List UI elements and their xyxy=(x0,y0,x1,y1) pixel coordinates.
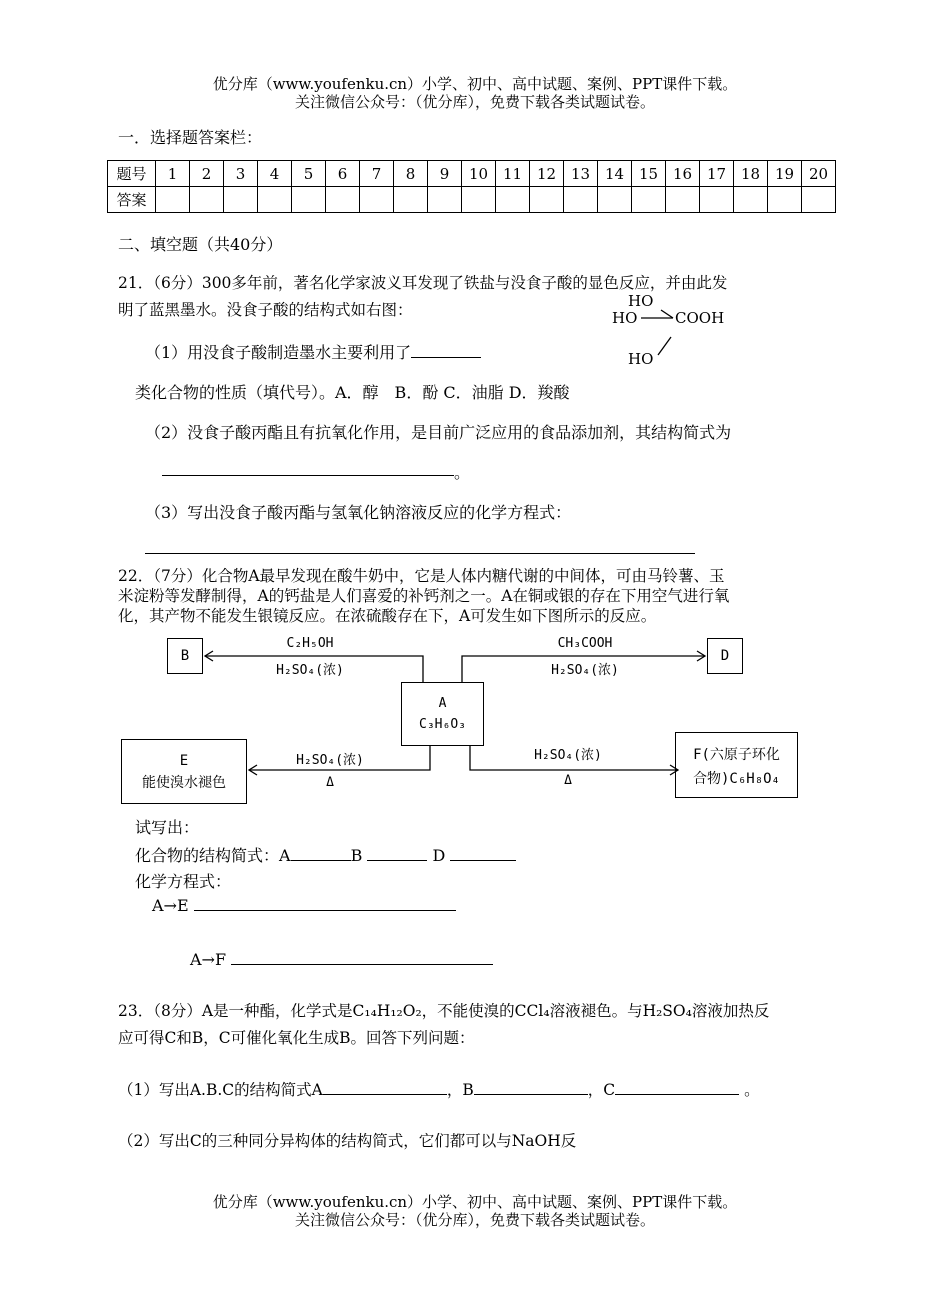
q22-struct-d: D xyxy=(432,846,446,865)
question-number: 6 xyxy=(326,161,360,187)
header-line-2: 关注微信公众号：（优分库），免费下载各类试题试卷。 xyxy=(294,93,655,111)
q22-struct-b: B xyxy=(350,846,363,865)
struct-bond xyxy=(658,337,671,355)
question-number: 12 xyxy=(530,161,564,187)
section1-title: 一．选择题答案栏： xyxy=(118,128,263,147)
question-number: 18 xyxy=(734,161,768,187)
q22-struct-prefix: 化合物的结构简式：A xyxy=(135,846,291,865)
header-line-1: 优分库（www.youfenku.cn）小学、初中、高中试题、案例、PPT课件下载。 xyxy=(212,75,738,93)
question-number: 9 xyxy=(428,161,462,187)
footer-line-2: 关注微信公众号：（优分库），免费下载各类试题试卷。 xyxy=(294,1211,655,1229)
question-number: 13 xyxy=(564,161,598,187)
reagent-d-top: CH₃COOH xyxy=(557,636,613,651)
question-number: 3 xyxy=(224,161,258,187)
reagent-e-top: H₂SO₄(浓) xyxy=(296,753,364,768)
question-number: 14 xyxy=(598,161,632,187)
box-a-formula: C₃H₆O₃ xyxy=(419,717,466,732)
q22-eq-ae-label: A→E xyxy=(152,896,189,915)
question-number: 11 xyxy=(496,161,530,187)
box-f-line2: 合物)C₆H₈O₄ xyxy=(692,771,780,787)
question-number: 15 xyxy=(632,161,666,187)
question-number: 2 xyxy=(190,161,224,187)
reagent-f-top: H₂SO₄(浓) xyxy=(534,748,602,763)
blank-q23-b[interactable] xyxy=(474,1094,588,1095)
q22-write: 试写出： xyxy=(135,818,200,837)
q22-eq-ae xyxy=(152,896,456,915)
row-label-number: 题号 xyxy=(108,161,156,187)
question-number: 5 xyxy=(292,161,326,187)
q21-line-1: 21．（6分）300多年前，著名化学家波义耳发现了铁盐与没食子酸的显色反应，并由此发 xyxy=(118,274,728,292)
q23-line-2: 应可得C和B，C可催化氧化生成B。回答下列问题： xyxy=(118,1029,475,1047)
row-label-answer: 答案 xyxy=(108,187,156,213)
box-e-desc: 能使溴水褪色 xyxy=(142,775,226,791)
struct-ho-mid: HO xyxy=(612,309,638,327)
q21-sub1-a-text: （1）用没食子酸制造墨水主要利用了 xyxy=(145,343,412,362)
q22-eq-af xyxy=(190,950,493,969)
q23-sub1-b: ，B xyxy=(446,1081,474,1099)
q22-eq-af-label: A→F xyxy=(190,950,227,969)
q22-line-1: 22．（7分）化合物A最早发现在酸牛奶中，它是人体内糖代谢的中间体，可由马铃薯、玉 xyxy=(118,567,725,585)
footer-line-1: 优分库（www.youfenku.cn）小学、初中、高中试题、案例、PPT课件下载。 xyxy=(212,1193,738,1211)
question-number: 4 xyxy=(258,161,292,187)
blank-q23-c[interactable] xyxy=(615,1094,739,1095)
q22-line-3: 化，其产物不能发生银镜反应。在浓硫酸存在下，A可发生如下图所示的反应。 xyxy=(118,607,657,625)
q22-struct xyxy=(135,843,516,866)
box-a-name: A xyxy=(438,696,447,711)
q22-eq-title: 化学方程式： xyxy=(135,872,232,891)
blank-a[interactable] xyxy=(291,860,351,861)
box-b: B xyxy=(167,638,203,674)
question-number: 19 xyxy=(768,161,802,187)
blank-d[interactable] xyxy=(450,860,516,861)
struct-bond xyxy=(661,310,673,318)
q21-sub2-end: 。 xyxy=(454,463,471,482)
question-number: 8 xyxy=(394,161,428,187)
question-number: 1 xyxy=(156,161,190,187)
box-e xyxy=(121,739,247,804)
q23-sub1 xyxy=(118,1078,760,1100)
box-a xyxy=(401,682,484,746)
reagent-d-bottom: H₂SO₄(浓) xyxy=(551,663,619,678)
box-d: D xyxy=(707,638,743,674)
reagent-f-bottom: Δ xyxy=(564,773,572,788)
q21-sub2: （2）没食子酸丙酯且有抗氧化作用，是目前广泛应用的食品添加剂，其结构简式为 xyxy=(145,423,732,442)
question-number: 20 xyxy=(802,161,836,187)
question-number: 7 xyxy=(360,161,394,187)
reagent-e-bottom: Δ xyxy=(326,775,334,790)
q23-line-1: 23．（8分）A是一种酯，化学式是C₁₄H₁₂O₂，不能使溴的CCl₄溶液褪色。与H₂SO₄溶液加热反 xyxy=(118,1002,770,1020)
box-f xyxy=(675,732,798,798)
q23-sub2: （2）写出C的三种同分异构体的结构简式，它们都可以与NaOH反 xyxy=(118,1132,577,1150)
reagent-b-top: C₂H₅OH xyxy=(286,636,334,651)
q21-sub1-b: 类化合物的性质（填代号）。A．醇 B．酚 C．油脂 D．羧酸 xyxy=(135,383,570,402)
box-e-name: E xyxy=(179,753,189,769)
blank-q23-a[interactable] xyxy=(323,1094,447,1095)
blank-b[interactable] xyxy=(367,860,427,861)
q23-sub1-end: 。 xyxy=(744,1081,760,1099)
q21-sub3: （3）写出没食子酸丙酯与氢氧化钠溶液反应的化学方程式： xyxy=(145,503,572,522)
q23-sub1-c: ，C xyxy=(587,1081,616,1099)
q21-line-2: 明了蓝黑墨水。没食子酸的结构式如右图： xyxy=(118,301,413,319)
reagent-b-bottom: H₂SO₄(浓) xyxy=(276,663,344,678)
section2-title: 二、填空题（共40分） xyxy=(118,235,283,254)
question-number: 17 xyxy=(700,161,734,187)
blank-af[interactable] xyxy=(231,964,493,965)
box-f-line1: F(六原子环化 xyxy=(693,747,780,763)
question-number: 16 xyxy=(666,161,700,187)
blank-ae[interactable] xyxy=(194,910,456,911)
struct-ho-bot: HO xyxy=(628,350,654,368)
question-number: 10 xyxy=(462,161,496,187)
struct-ho-top: HO xyxy=(628,292,654,310)
q23-sub1-a: （1）写出A.B.C的结构简式A xyxy=(118,1081,323,1099)
q22-line-2: 米淀粉等发酵制得，A的钙盐是人们喜爱的补钙剂之一。A在铜或银的存在下用空气进行氧 xyxy=(118,587,730,605)
struct-cooh: COOH xyxy=(675,309,725,327)
